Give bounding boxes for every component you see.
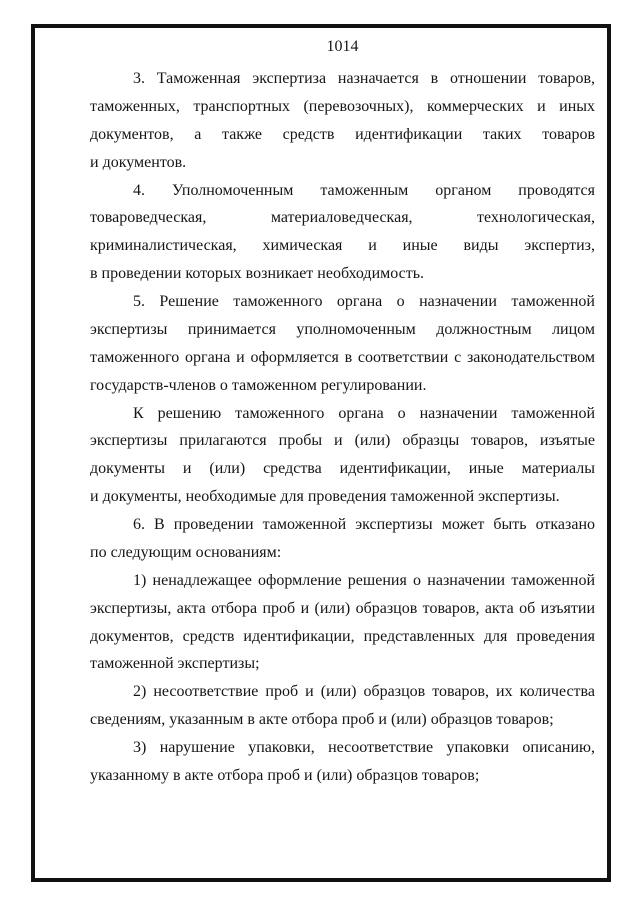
text-line: 6. В проведении таможенной экспертизы может быть отказано [133, 516, 595, 533]
text-line: 1) ненадлежащее оформление решения о назначении таможенной [133, 571, 595, 589]
text-line: государств-членов о таможенном регулировании. [90, 376, 427, 394]
page-number: 1014 [326, 38, 359, 55]
text-line: товароведческая, материаловедческая, технологическая, [90, 209, 595, 227]
text-line: 4. Уполномоченным таможенным органом проводятся [133, 181, 595, 199]
paragraph-item-5-attachments [90, 400, 595, 512]
text-line: таможенного органа и оформляется в соответствии с законодательством [90, 348, 595, 366]
paragraph-item-6 [90, 511, 595, 567]
text-line: таможенных, транспортных (перевозочных), коммерческих и иных [90, 97, 595, 115]
text-line: К решению таможенного органа о назначении таможенной [133, 404, 595, 422]
text-line: экспертизы принимается уполномоченным должностным лицом [90, 320, 595, 338]
text-line: 3. Таможенная экспертиза назначается в отношении товаров, [133, 70, 595, 87]
paragraph-item-3 [90, 65, 595, 177]
text-line: 2) несоответствие проб и (или) образцов товаров, их количества [133, 683, 595, 701]
paragraph-item-4 [90, 177, 595, 289]
text-line: указанному в акте отбора проб и (или) образцов товаров; [90, 766, 480, 784]
document-body [90, 65, 595, 790]
text-line: по следующим основаниям: [90, 543, 282, 561]
text-line: документов, а также средств идентификации таких товаров [90, 125, 595, 143]
text-line: экспертизы прилагаются пробы и (или) образцы товаров, изъятые [90, 432, 595, 450]
text-line: 3) нарушение упаковки, несоответствие упаковки описанию, [133, 739, 595, 756]
subitem-2 [90, 678, 595, 734]
text-line: и документов. [90, 153, 187, 171]
paragraph-item-5 [90, 288, 595, 400]
text-line: документов, средств идентификации, представленных для проведения [90, 627, 595, 645]
text-line: сведениям, указанным в акте отбора проб и (или) образцов товаров; [90, 711, 554, 729]
text-line: криминалистическая, химическая и иные виды экспертиз, [90, 237, 595, 255]
text-line: экспертизы, акта отбора проб и (или) образцов товаров, акта об изъятии [90, 599, 595, 617]
text-line: 5. Решение таможенного органа о назначении таможенной [133, 293, 595, 310]
subitem-1 [90, 567, 595, 679]
text-line: документы и (или) средства идентификации, иные материалы [90, 460, 595, 478]
text-line: в проведении которых возникает необходимость. [90, 265, 425, 283]
text-line: и документы, необходимые для проведения таможенной экспертизы. [90, 488, 560, 506]
subitem-3 [90, 734, 595, 790]
text-line: таможенной экспертизы; [90, 655, 260, 673]
